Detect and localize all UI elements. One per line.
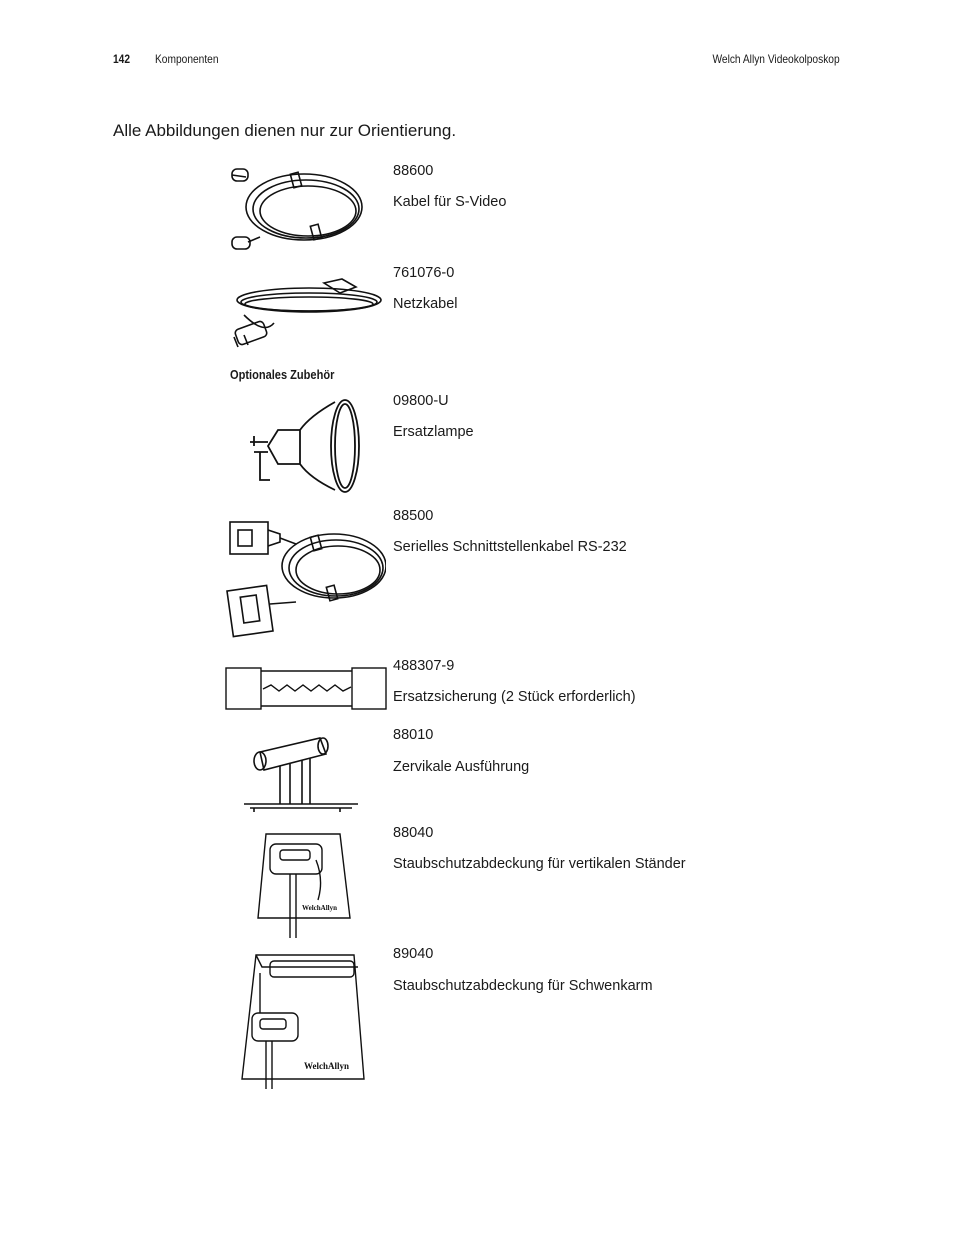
dust-cover-vertical-icon	[256, 830, 352, 940]
welch-allyn-logo: WelchAllyn	[304, 1061, 350, 1071]
item-description: Kabel für S-Video	[393, 194, 507, 210]
fuse-icon	[225, 667, 388, 711]
item-code: 88040	[393, 825, 434, 841]
page-header	[0, 52, 954, 72]
section-name: Komponenten	[155, 52, 219, 66]
dust-cover-swing-arm-icon	[240, 953, 368, 1091]
item-description: Netzkabel	[393, 296, 458, 312]
intro-text: Alle Abbildungen dienen nur zur Orientierung.	[113, 121, 457, 140]
optional-accessories-heading: Optionales Zubehör	[230, 367, 335, 382]
welch-allyn-logo: WelchAllyn	[302, 904, 338, 912]
power-cord-icon	[224, 275, 386, 355]
cervical-stand-icon	[240, 734, 362, 814]
document-title: Welch Allyn Videokolposkop	[712, 52, 840, 66]
item-description: Staubschutzabdeckung für Schwenkarm	[393, 978, 653, 994]
replacement-lamp-icon	[240, 396, 370, 496]
page-number: 142	[113, 52, 131, 66]
item-code: 89040	[393, 946, 434, 962]
item-description: Zervikale Ausführung	[393, 759, 530, 775]
serial-cable-icon	[224, 516, 386, 646]
item-code: 88500	[393, 508, 434, 524]
item-description: Serielles Schnittstellenkabel RS-232	[393, 539, 627, 555]
item-code: 488307-9	[393, 658, 455, 674]
item-code: 88010	[393, 727, 434, 743]
item-code: 09800-U	[393, 393, 449, 409]
item-description: Staubschutzabdeckung für vertikalen Ständer	[393, 856, 686, 872]
coiled-svideo-cable-icon	[224, 163, 374, 255]
item-description: Ersatzsicherung (2 Stück erforderlich)	[393, 689, 636, 705]
item-code: 761076-0	[393, 265, 455, 281]
item-code: 88600	[393, 163, 434, 179]
item-description: Ersatzlampe	[393, 424, 474, 440]
